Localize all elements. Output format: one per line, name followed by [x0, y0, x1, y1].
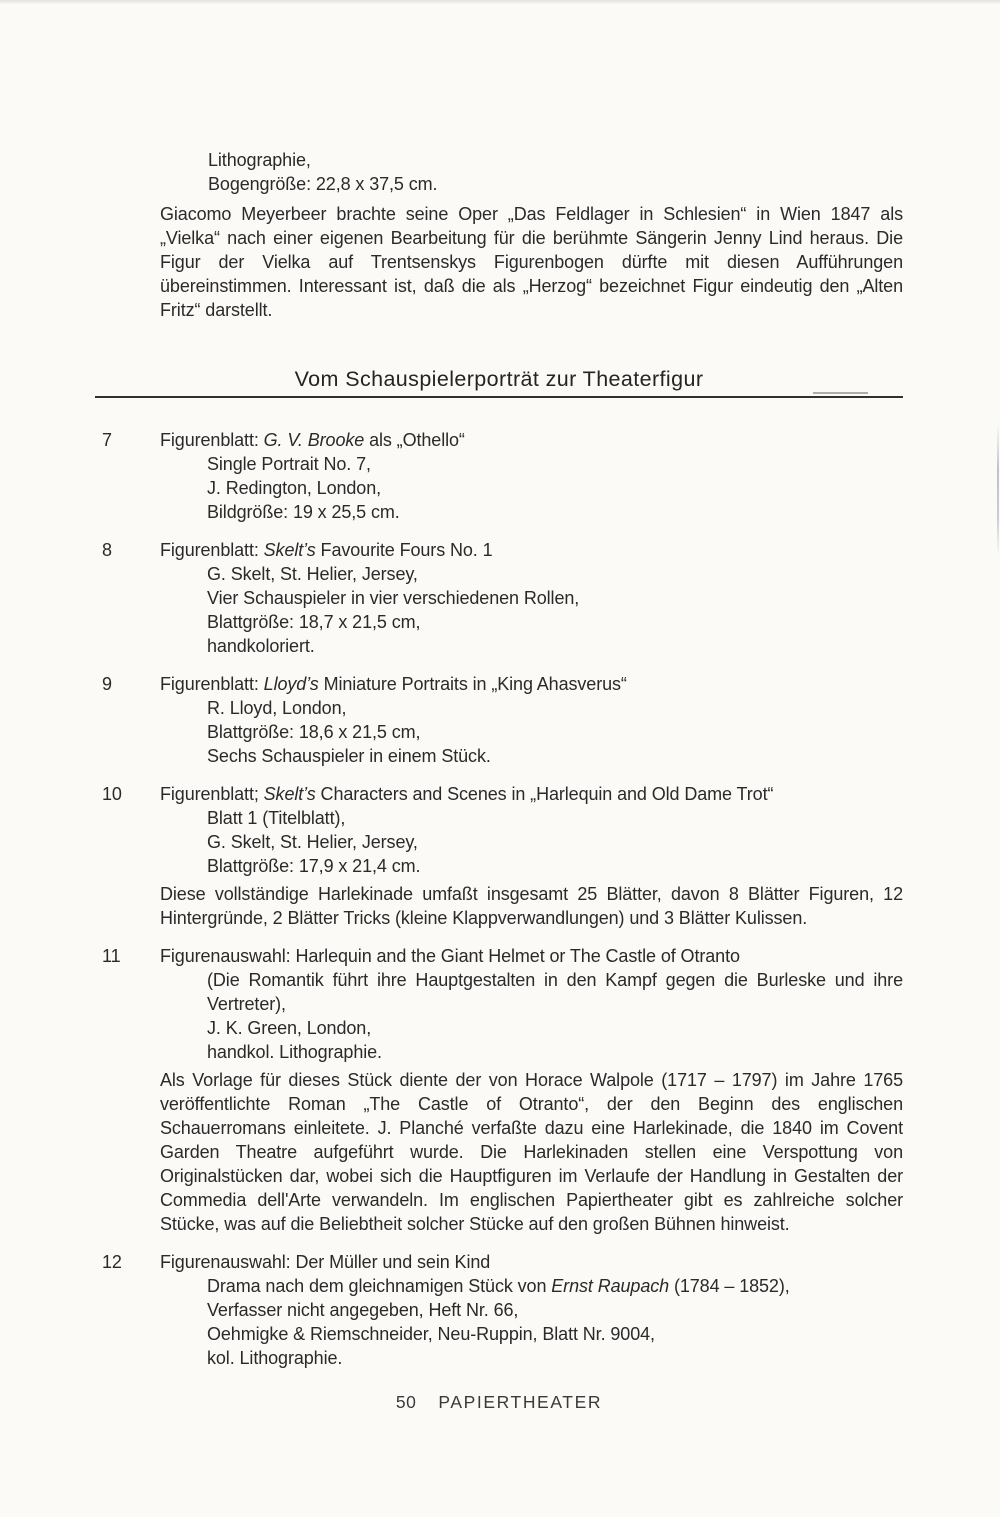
entry-number: 11: [102, 946, 121, 966]
entry-detail-line: [207, 500, 903, 524]
text-run: J. K. Green, London,: [207, 1018, 372, 1038]
entry-details: [207, 806, 903, 878]
catalog-entry: [95, 782, 903, 930]
italic-text-run: G. V. Brooke: [263, 430, 365, 450]
text-run: Blatt 1 (Titelblatt),: [207, 808, 346, 828]
italic-text-run: Ernst Raupach: [551, 1276, 670, 1296]
italic-text-run: Lloyd’s: [263, 674, 319, 694]
text-run: Verfasser nicht angegeben, Heft Nr. 66,: [207, 1300, 519, 1320]
entry-note: Diese vollständige Harlekinade umfaßt insgesamt 25 Blätter, davon 8 Blätter Figuren, 12 Hintergründe, 2 Blätter Tricks (kleine Klappverwandlungen) und 3 Blätter Kulissen.: [160, 884, 903, 928]
text-run: Figurenblatt:: [160, 674, 264, 694]
text-run: kol. Lithographie.: [207, 1348, 343, 1368]
entry-number: 12: [102, 1252, 122, 1272]
section-heading-rule: [95, 366, 903, 398]
entry-detail-line: [207, 634, 903, 658]
entry-body: [160, 428, 903, 524]
entry-detail-line: [207, 586, 903, 610]
entry-detail-line: [207, 1322, 903, 1346]
page-number: 50: [395, 1392, 417, 1412]
text-run: Figurenblatt:: [160, 540, 264, 560]
italic-text-run: Skelt’s: [263, 784, 316, 804]
entry-title: [160, 782, 903, 806]
catalog-entry: [95, 538, 903, 658]
spec-line-technique: Lithographie,: [208, 150, 311, 170]
entry-detail-line: [207, 854, 903, 878]
entry-detail-line: [207, 830, 903, 854]
entry-number: 10: [102, 784, 122, 804]
entry-body: [160, 944, 903, 1236]
catalog-entry-list: [95, 428, 903, 1370]
text-run: (1784 – 1852),: [669, 1276, 790, 1296]
entry-detail-line: [207, 1298, 903, 1322]
entry-number: 8: [102, 540, 112, 560]
italic-text-run: Skelt’s: [263, 540, 316, 560]
text-run: Vier Schauspieler in vier verschiedenen Rollen,: [207, 588, 580, 608]
entry-detail-line: [207, 968, 903, 1016]
text-run: (Die Romantik führt ihre Hauptgestalten in den Kampf gegen die Burleske und ihre Vertreter),: [207, 970, 903, 1014]
entry-title: [160, 944, 903, 968]
text-run: Blattgröße: 17,9 x 21,4 cm.: [207, 856, 421, 876]
intro-paragraph: Giacomo Meyerbeer brachte seine Oper „Das Feldlager in Schlesien“ in Wien 1847 als „Vielka“ nach einer eigenen Bearbeitung für die berühmte Sängerin Jenny Lind heraus. Die Figur der Vielka auf Trentsenskys Figurenbogen dürfte mit diesen Aufführungen übereinstimmen. Interessant ist, daß die als „Herzog“ bezeichnet Figur eindeutig den „Alten Fritz“ darstellt.: [160, 204, 903, 320]
entry-detail-line: [207, 696, 903, 720]
text-run: Characters and Scenes in „Harlequin and Old Dame Trot“: [315, 784, 774, 804]
entry-details: [207, 696, 903, 768]
scan-dash-artifact: [813, 392, 868, 394]
catalog-entry: [95, 944, 903, 1236]
entry-detail-line: [207, 1040, 903, 1064]
entry-body: [160, 782, 903, 930]
entry-body: [160, 1250, 903, 1370]
catalog-entry: [95, 672, 903, 768]
text-run: Miniature Portraits in „King Ahasverus“: [318, 674, 627, 694]
text-run: handkoloriert.: [207, 636, 315, 656]
entry-detail-line: [207, 452, 903, 476]
scan-top-edge: [0, 0, 1000, 4]
text-run: Figurenauswahl: Harlequin and the Giant Helmet or The Castle of Otranto: [160, 946, 740, 966]
text-run: Bildgröße: 19 x 25,5 cm.: [207, 502, 400, 522]
text-run: J. Redington, London,: [207, 478, 382, 498]
entry-number: 9: [102, 674, 112, 694]
entry-note: Als Vorlage für dieses Stück diente der von Horace Walpole (1717 – 1797) im Jahre 1765 veröffentlichte Roman „The Castle of Otranto“, der den Beginn des englischen Schauerromans einleitete. J. Planché verfaßte dazu eine Harlekinade, die 1840 im Covent Garden Theatre aufgeführt wurde. Die Harlekinaden stellen eine Verspottung von Originalstücken dar, wobei sich die Hauptfiguren im Verlaufe der Handlung in Gestalten der Commedia dell'Arte verwandeln. Im englischen Papiertheater gibt es zahlreiche solcher Stücke, was auf die Beliebtheit solcher Stücke auf den großen Bühnen hinweist.: [160, 1070, 903, 1234]
section-heading: Vom Schauspielerporträt zur Theaterfigur: [294, 367, 704, 391]
catalog-entry: [95, 428, 903, 524]
entry-detail-line: [207, 1346, 903, 1370]
intro-spec-block: [208, 148, 903, 196]
text-run: Figurenauswahl: Der Müller und sein Kind: [160, 1252, 491, 1272]
entry-detail-line: [207, 1274, 903, 1298]
entry-detail-line: [207, 610, 903, 634]
text-run: handkol. Lithographie.: [207, 1042, 382, 1062]
text-run: G. Skelt, St. Helier, Jersey,: [207, 832, 418, 852]
entry-details: [207, 452, 903, 524]
entry-details: [207, 968, 903, 1064]
entry-detail-line: [207, 806, 903, 830]
text-run: Favourite Fours No. 1: [315, 540, 493, 560]
text-run: Oehmigke & Riemschneider, Neu-Ruppin, Blatt Nr. 9004,: [207, 1324, 655, 1344]
entry-number: 7: [102, 430, 112, 450]
text-run: G. Skelt, St. Helier, Jersey,: [207, 564, 418, 584]
text-run: Blattgröße: 18,7 x 21,5 cm,: [207, 612, 421, 632]
entry-body: [160, 538, 903, 658]
entry-body: [160, 672, 903, 768]
text-run: Sechs Schauspieler in einem Stück.: [207, 746, 491, 766]
page-footer: [95, 1390, 903, 1414]
text-run: Single Portrait No. 7,: [207, 454, 371, 474]
running-title: PAPIERTHEATER: [438, 1392, 603, 1412]
text-run: als „Othello“: [364, 430, 465, 450]
entry-title: [160, 1250, 903, 1274]
text-run: Figurenblatt:: [160, 430, 264, 450]
entry-title: [160, 428, 903, 452]
catalog-entry: [95, 1250, 903, 1370]
text-run: Blattgröße: 18,6 x 21,5 cm,: [207, 722, 421, 742]
entry-detail-line: [207, 1016, 903, 1040]
entry-detail-line: [207, 744, 903, 768]
entry-detail-line: [207, 476, 903, 500]
entry-detail-line: [207, 562, 903, 586]
text-run: Drama nach dem gleichnamigen Stück von: [207, 1276, 552, 1296]
entry-details: [207, 1274, 903, 1370]
text-run: Figurenblatt;: [160, 784, 264, 804]
entry-details: [207, 562, 903, 658]
entry-title: [160, 672, 903, 696]
text-run: R. Lloyd, London,: [207, 698, 347, 718]
entry-detail-line: [207, 720, 903, 744]
scan-artifact-line: [997, 424, 999, 556]
entry-title: [160, 538, 903, 562]
spec-line-size: Bogengröße: 22,8 x 37,5 cm.: [208, 174, 438, 194]
